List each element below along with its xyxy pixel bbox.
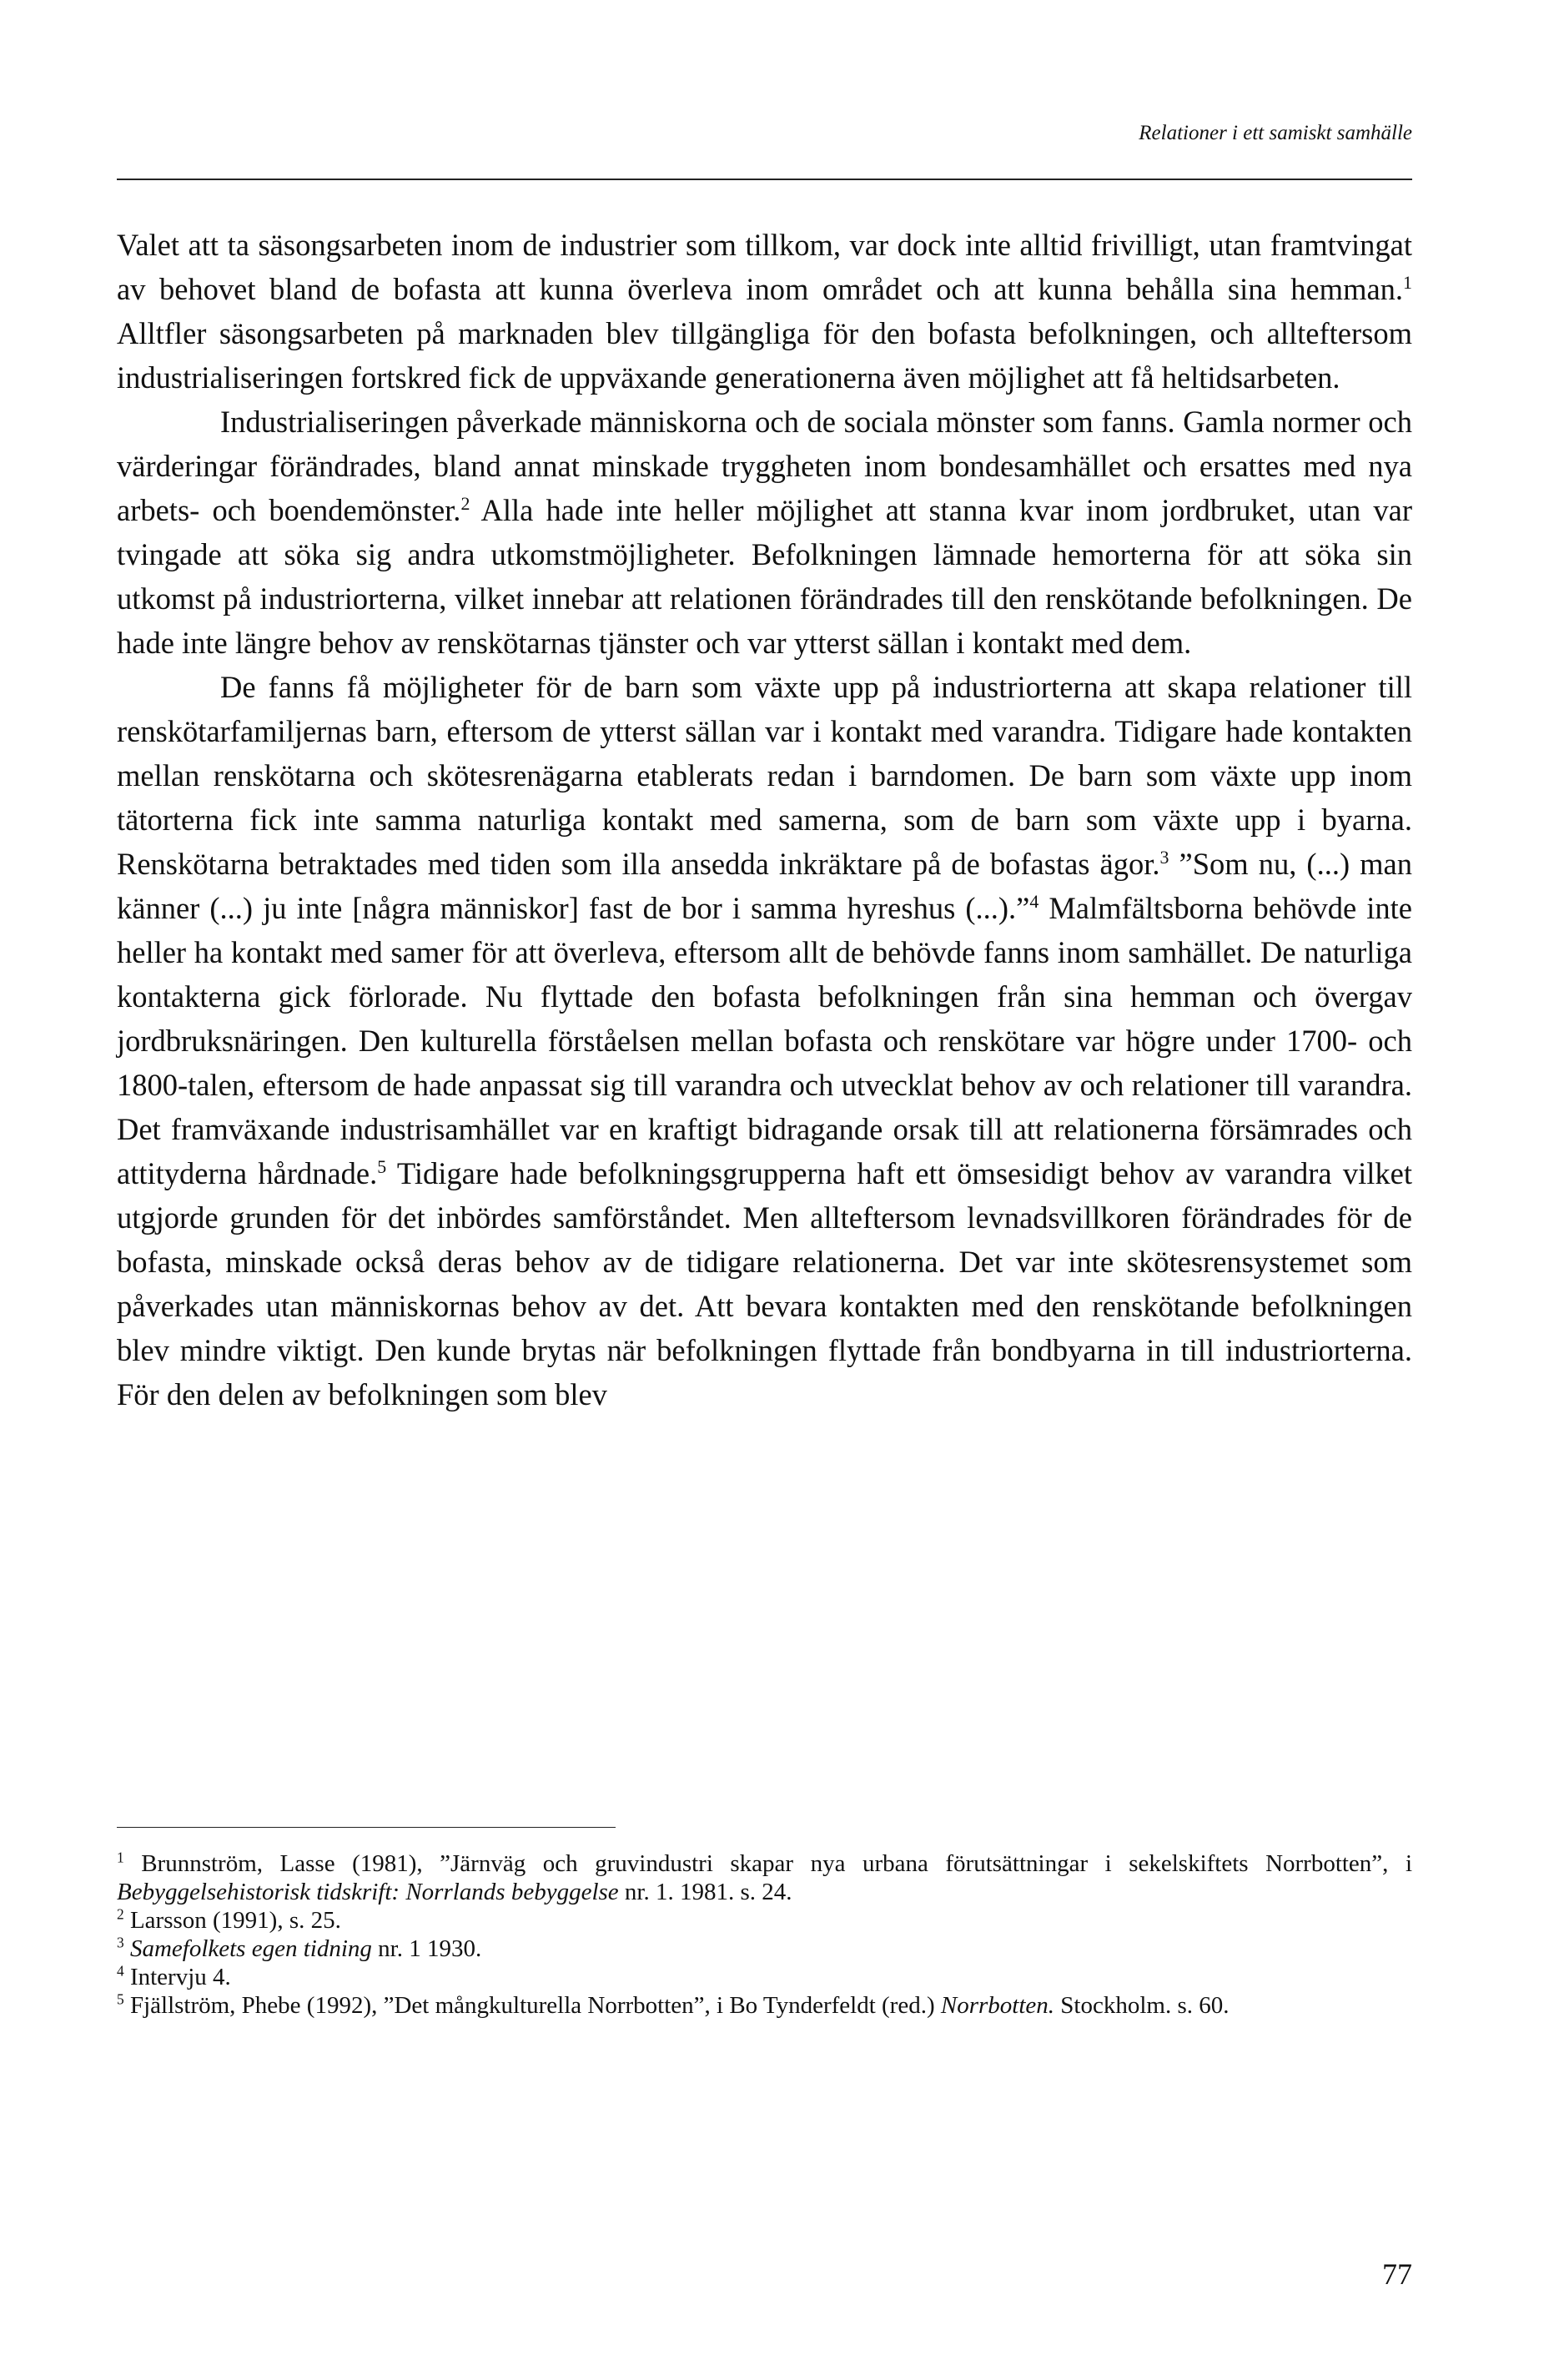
text-run: Malmfältsborna behövde inte heller ha kontakt med samer för att överleva, eftersom allt de behövde fanns inom samhället. De naturliga kontakterna gick förlorade. Nu flyttade den bofasta befolkningen från sina hemman och övergav jordbruksnäringen. Den kulturella förståelsen mellan bofasta och renskötare var högre under 1700- och 1800-talen, eftersom de hade anpassat sig till varandra och utvecklat behov av och relationer till varandra. Det framväxande industrisamhället var en kraftigt bidragande orsak till att relationerna försämrades och attityderna hårdnade. (117, 891, 1412, 1190)
text-run: Alla hade inte heller möjlighet att stanna kvar inom jordbruket, utan var tvingade att söka sig andra utkomstmöjligheter. Befolkningen lämnade hemorterna för att söka sin utkomst på industriorterna, vilket innebar att relationen förändrades till den renskötande befolkningen. De hade inte längre behov av renskötarnas tjänster och var ytterst sällan i kontakt med dem. (117, 493, 1413, 660)
footnote-text: Intervju 4. (123, 1964, 231, 1990)
text-run: Valet att ta säsongsarbeten inom de industrier som tillkom, var dock inte alltid frivilligt, utan framtvingat av behovet bland de bofasta att kunna överleva inom området och att kunna behålla sina hemman. (117, 228, 1412, 306)
footnote-text: Fjällström, Phebe (1992), ”Det mångkulturella Norrbotten”, i Bo Tynderfeldt (red.) (123, 1992, 941, 2019)
footnote-3 (117, 1935, 1412, 1963)
header-rule (117, 179, 1412, 180)
footnote-number: 1 (117, 1849, 124, 1866)
footnote-title: Bebyggelsehistorisk tidskrift: Norrlands bebyggelse (117, 1879, 619, 1905)
paragraph-3 (117, 665, 1412, 1416)
footnote-ref-5: 5 (377, 1155, 387, 1177)
footnote-text: Larsson (1991), s. 25. (123, 1907, 341, 1934)
footnote-ref-4: 4 (1029, 890, 1039, 912)
body-text (117, 223, 1412, 1416)
text-run: Industrialiseringen påverkade människorna och de sociala mönster som fanns. Gamla normer och värderingar förändrades, bland annat minskade tryggheten inom bondesamhället och ersattes med nya arbets- och boendemönster. (117, 405, 1412, 527)
footnote-number: 2 (117, 1905, 124, 1923)
footnote-2 (117, 1906, 1412, 1935)
running-header: Relationer i ett samiskt samhälle (1139, 122, 1412, 144)
footnote-ref-2: 2 (460, 492, 470, 514)
footnote-tail: Stockholm. s. 60. (1054, 1992, 1230, 2019)
footnote-1 (117, 1849, 1412, 1906)
footnote-5 (117, 1991, 1412, 2020)
text-run: De fanns få möjligheter för de barn som växte upp på industriorterna att skapa relationer till renskötarfamiljernas barn, eftersom de ytterst sällan var i kontakt med varandra. Tidigare hade kontakten mellan renskötarna och skötesrenägarna etablerats redan i barndomen. De barn som växte upp inom tätorterna fick inte samma naturliga kontakt med samerna, som de barn som växte upp i byarna. Renskötarna betraktades med tiden som illa ansedda inkräktare på de bofastas ägor. (117, 670, 1412, 881)
paragraph-1 (117, 223, 1412, 400)
footnote-separator (117, 1827, 616, 1828)
footnote-number: 4 (117, 1962, 124, 1980)
page-number: 77 (1382, 2257, 1412, 2291)
footnote-title: Samefolkets egen tidning (129, 1935, 372, 1962)
footnotes (117, 1849, 1412, 2020)
text-run: Tidigare hade befolkningsgrupperna haft ett ömsesidigt behov av varandra vilket utgjorde grunden för det inbördes samförståndet. Men allteftersom levnadsvillkoren förändrades för de bofasta, minskade också deras behov av de tidigare relationerna. Det var inte skötesrensystemet som påverkades utan människornas behov av det. Att bevara kontakten med den renskötande befolkningen blev mindre viktigt. Den kunde brytas när befolkningen flyttade från bondbyarna in till industriorterna. För den delen av befolkningen som blev (117, 1156, 1413, 1411)
text-run: ”Som nu, (...) man känner (...) ju inte [några människor] fast de bor i samma hyreshus (...).” (117, 847, 1413, 925)
paragraph-2 (117, 400, 1412, 665)
footnote-ref-1: 1 (1403, 271, 1412, 293)
text-run: Alltfler säsongsarbeten på marknaden blev tillgängliga för den bofasta befolkningen, och allteftersom industrialiseringen fortskred fick de uppväxande generationerna även möjlighet att få heltidsarbeten. (117, 316, 1412, 395)
footnote-ref-3: 3 (1159, 846, 1169, 868)
footnote-4 (117, 1963, 1412, 1991)
footnote-text: Brunnström, Lasse (1981), ”Järnväg och gruvindustri skapar nya urbana förutsättningar i sekelskiftets Norrbotten”, i (123, 1850, 1412, 1877)
footnote-tail: nr. 1. 1981. s. 24. (618, 1879, 792, 1905)
footnote-number: 5 (117, 1990, 124, 2008)
footnote-number: 3 (117, 1934, 124, 1951)
footnote-title: Norrbotten. (940, 1992, 1055, 2019)
footnote-tail: nr. 1 1930. (371, 1935, 482, 1962)
